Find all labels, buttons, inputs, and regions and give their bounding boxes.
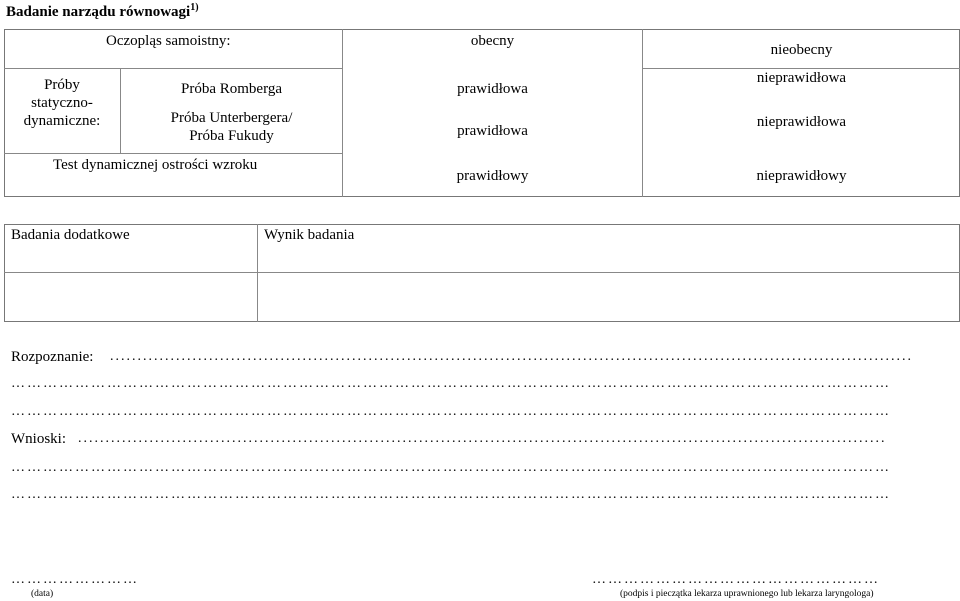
header-obecny: obecny — [470, 33, 515, 49]
wnioski-label: Wnioski: — [11, 431, 66, 447]
romberg-label: Próba Romberga — [181, 81, 282, 97]
signature-dots[interactable]: ……………………………………………… — [592, 572, 880, 587]
romberg-nieobecny-value: nieprawidłowa — [756, 70, 847, 86]
unterberger-label-line1: Próba Unterbergera/ — [170, 110, 293, 126]
title-footnote-mark: 1) — [190, 2, 199, 13]
unterberger-obecny-value: prawidłowa — [457, 123, 528, 139]
wnioski-line-2[interactable]: ………………………………………………………………………………………………………………………………………………… — [11, 460, 891, 475]
title-text: Badanie narządu równowagi — [6, 4, 191, 20]
rozpoznanie-label: Rozpoznanie: — [11, 349, 94, 365]
header-oczoplas: Oczopląs samoistny: — [106, 33, 231, 49]
group-label-line2: statyczno- — [31, 95, 93, 111]
test-nieobecny-value: nieprawidłowy — [756, 168, 847, 184]
badania-dodatkowe-header: Badania dodatkowe — [11, 227, 130, 243]
date-label: (data) — [31, 589, 54, 599]
test-dynamic-label: Test dynamicznej ostrości wzroku — [53, 157, 258, 173]
wynik-badania-cell[interactable] — [258, 273, 959, 321]
page-title — [6, 2, 199, 21]
group-label-line1: Próby — [44, 77, 80, 93]
rozpoznanie-line-3[interactable]: ………………………………………………………………………………………………………………………………………………… — [11, 404, 891, 419]
wnioski-line-3[interactable]: ………………………………………………………………………………………………………………………………………………… — [11, 487, 891, 502]
wynik-badania-header: Wynik badania — [264, 227, 355, 243]
date-dots[interactable]: …………………… — [11, 572, 139, 587]
signature-label: (podpis i pieczątka lekarza uprawnionego lub lekarza laryngologa) — [620, 589, 874, 599]
rozpoznanie-row — [11, 349, 93, 366]
unterberger-nieobecny-value: nieprawidłowa — [756, 114, 847, 130]
badania-dodatkowe-cell[interactable] — [5, 273, 256, 321]
wnioski-row — [11, 431, 66, 448]
table1-hline-2 — [4, 153, 342, 154]
group-label-line3: dynamiczne: — [23, 113, 101, 129]
rozpoznanie-dots[interactable]: .................................................................................................................................................. — [110, 349, 913, 364]
test-obecny-value: prawidłowy — [456, 168, 529, 184]
unterberger-label-line2: Próba Fukudy — [189, 128, 274, 144]
table1-hline-3 — [642, 68, 960, 69]
wnioski-dots[interactable]: ................................................................................................................................................... — [78, 431, 887, 446]
romberg-obecny-value: prawidłowa — [457, 81, 528, 97]
header-nieobecny: nieobecny — [770, 42, 833, 58]
rozpoznanie-line-2[interactable]: ………………………………………………………………………………………………………………………………………………… — [11, 376, 891, 391]
table1-hline-1 — [4, 68, 342, 69]
